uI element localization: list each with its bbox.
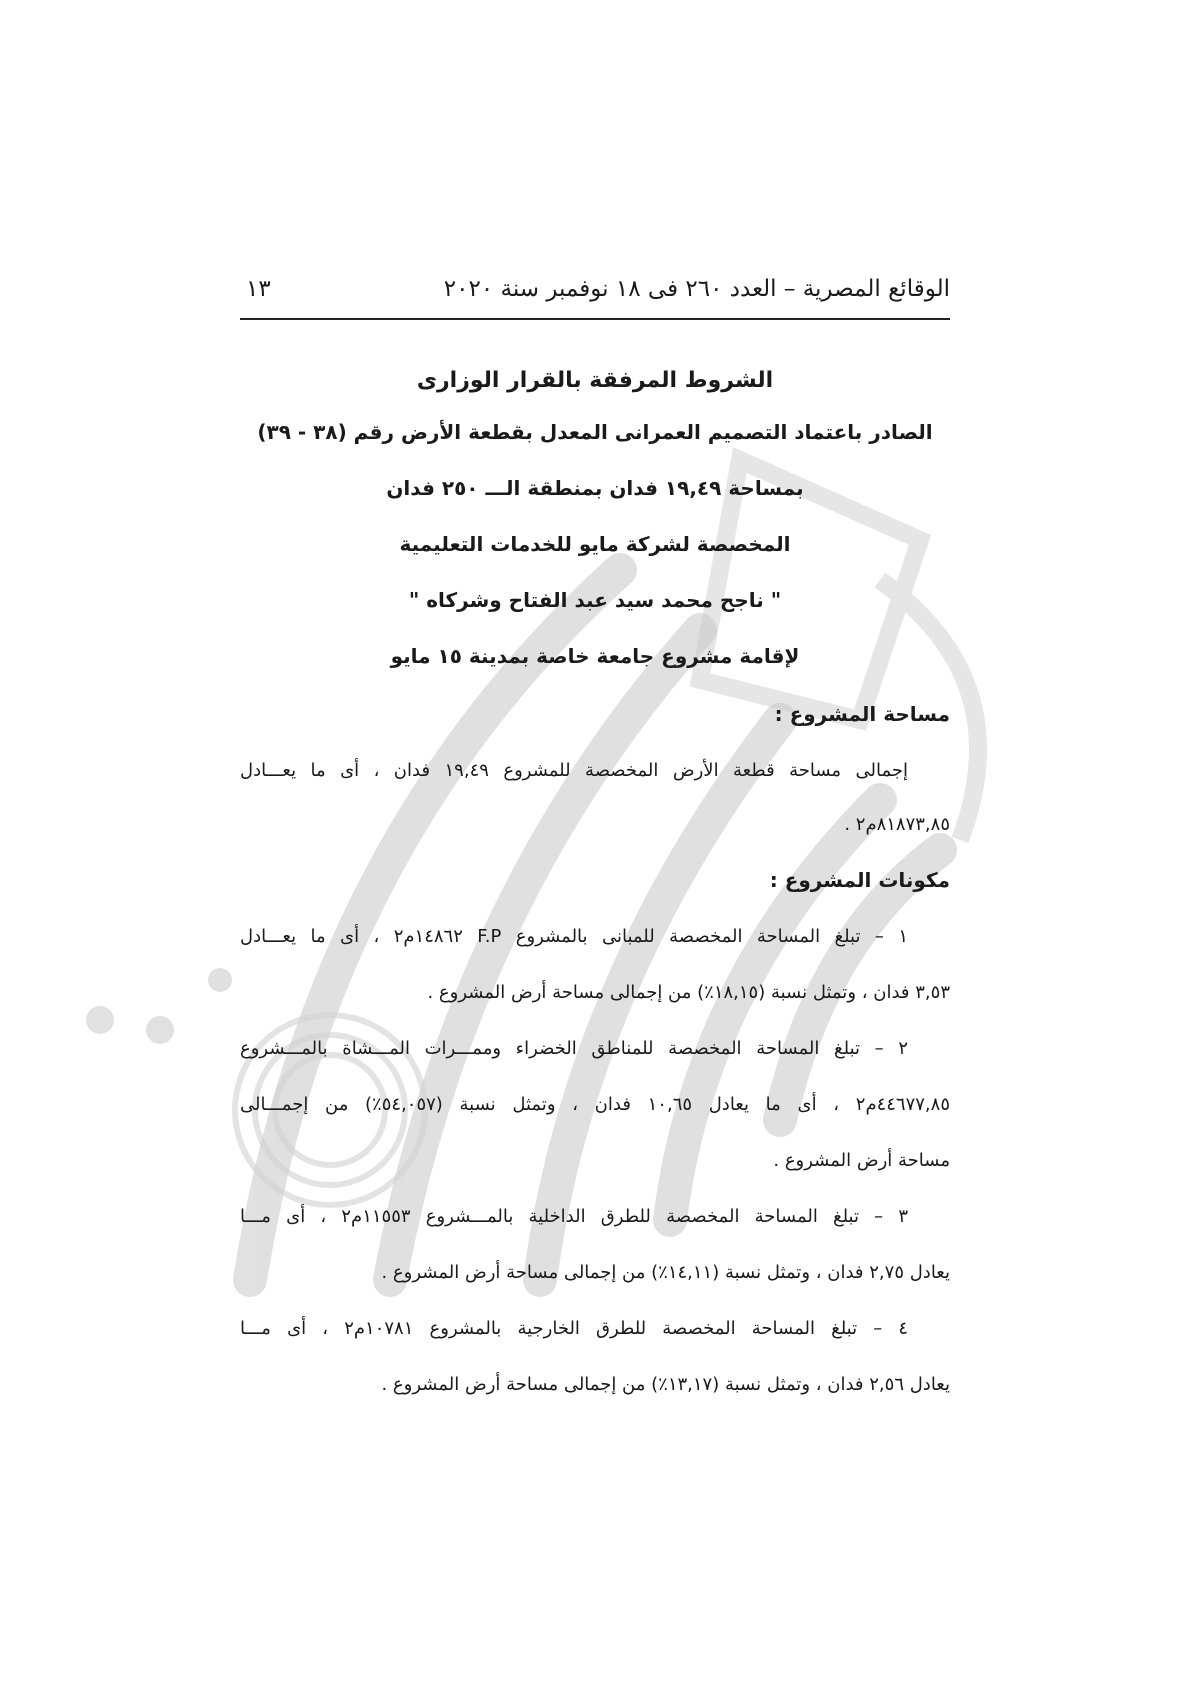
page-header [240,272,950,320]
list-item-line: ٤٤٦٧٧,٨٥م٢ ، أى ما يعادل ١٠,٦٥ فدان ، وتمثل نسبة (٥٤,٠٥٧٪) من إجمـــالى [240,1094,950,1115]
document-title: الشروط المرفقة بالقرار الوزارى [416,368,774,393]
list-item-line: ٤ – تبلغ المساحة المخصصة للطرق الخارجية بالمشروع ١٠٧٨١م٢ ، أى مـــا [240,1318,909,1339]
title-line-owner: " ناجح محمد سيد عبد الفتاح وشركاه " [408,588,782,612]
title-line-area: بمساحة ١٩,٤٩ فدان بمنطقة الـــ ٢٥٠ فدان [386,476,804,500]
list-item-line: ٣ – تبلغ المساحة المخصصة للطرق الداخلية بالمـــشروع ١١٥٥٣م٢ ، أى مـــا [240,1206,909,1227]
list-item-line: ٢ – تبلغ المساحة المخصصة للمناطق الخضراء وممـــرات المـــشاة بالمـــشروع [240,1038,908,1059]
list-item-line: يعادل ٢,٥٦ فدان ، وتمثل نسبة (١٣,١٧٪) من إجمالى مساحة أرض المشروع . [381,1374,950,1395]
list-item-line: ١ – تبلغ المساحة المخصصة للمبانى بالمشروع F.P ١٤٨٦٢م٢ ، أى ما يعـــادل [240,926,908,947]
title-line-company: المخصصة لشركة مايو للخدمات التعليمية [399,532,791,556]
gazette-header-title: الوقائع المصرية – العدد ٢٦٠ فى ١٨ نوفمبر سنة ٢٠٢٠ [443,276,950,302]
title-line-purpose: لإقامة مشروع جامعة خاصة بمدينة ١٥ مايو [390,644,800,668]
section-heading-project-area: مساحة المشروع : [774,702,950,726]
paragraph-line: إجمالى مساحة قطعة الأرض المخصصة للمشروع ١٩,٤٩ فدان ، أى ما يعـــادل [240,760,909,781]
page-number: ١٣ [246,276,271,302]
list-item-line: ٣,٥٣ فدان ، وتمثل نسبة (١٨,١٥٪) من إجمالى مساحة أرض المشروع . [427,982,950,1003]
list-item-line: يعادل ٢,٧٥ فدان ، وتمثل نسبة (١٤,١١٪) من إجمالى مساحة أرض المشروع . [381,1262,950,1283]
paragraph-line: ٨١٨٧٣,٨٥م٢ . [844,814,950,835]
list-item-line: مساحة أرض المشروع . [773,1150,950,1171]
section-heading-project-components: مكونات المشروع : [769,868,950,892]
title-line-decree: الصادر باعتماد التصميم العمرانى المعدل بقطعة الأرض رقم (٣٨ - ٣٩) [257,420,933,444]
